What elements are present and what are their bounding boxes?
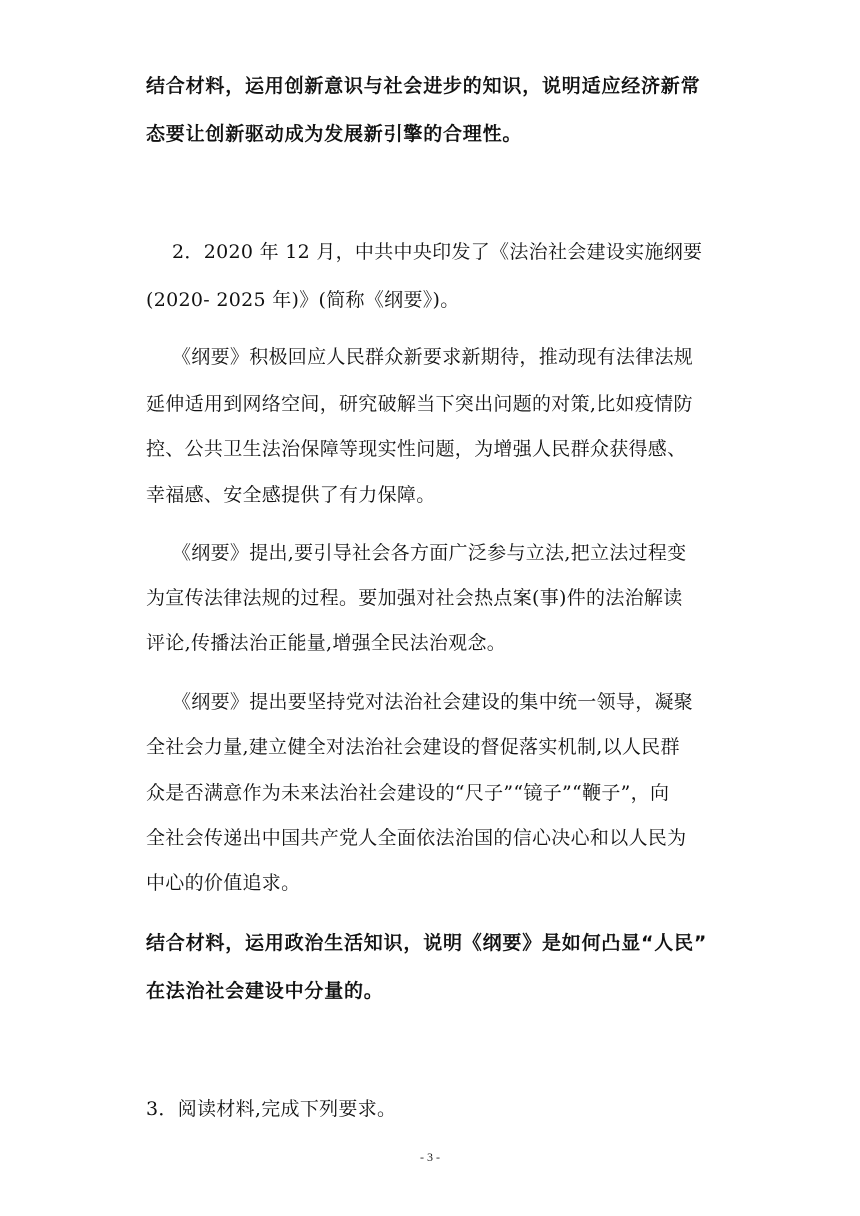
material-para2-line1: 《纲要》提出,要引导社会各方面广泛参与立法,把立法过程变 — [172, 542, 687, 564]
question1-prompt-line1: 结合材料，运用创新意识与社会进步的知识，说明适应经济新常 — [146, 75, 701, 97]
material-para1-line2: 延伸适用到网络空间，研究破解当下突出问题的对策,比如疫情防 — [146, 393, 693, 415]
material-para3-line4: 全社会传递出中国共产党人全面依法治国的信心决心和以人民为 — [146, 827, 687, 849]
question3-intro: 3．阅读材料,完成下列要求。 — [146, 1098, 397, 1120]
material-para3-line5: 中心的价值追求。 — [146, 872, 301, 894]
material-para2-line2: 为宣传法律法规的过程。要加强对社会热点案(事)件的法治解读 — [146, 587, 683, 609]
material-para3-line3: 众是否满意作为未来法治社会建设的“尺子”“镜子”“鞭子”，向 — [146, 782, 670, 804]
page-number: - 3 - — [420, 1150, 440, 1164]
material-para1-line1: 《纲要》积极回应人民群众新要求新期待，推动现有法律法规 — [172, 346, 694, 368]
material-para3-line1: 《纲要》提出要坚持党对法治社会建设的集中统一领导，凝聚 — [172, 691, 694, 713]
question2-intro-line2: (2020- 2025 年)》(简称《纲要》)。 — [146, 289, 460, 311]
question2-intro-line1: 2．2020 年 12 月，中共中央印发了《法治社会建设实施纲要 — [172, 241, 703, 263]
question2-prompt-line1: 结合材料，运用政治生活知识，说明《纲要》是如何凸显“人民” — [146, 932, 708, 954]
material-para1-line3: 控、公共卫生法治保障等现实性问题，为增强人民群众获得感、 — [146, 438, 687, 460]
material-para1-line4: 幸福感、安全感提供了有力保障。 — [146, 484, 436, 506]
question1-prompt-line2: 态要让创新驱动成为发展新引擎的合理性。 — [146, 123, 523, 145]
question2-prompt-line2: 在法治社会建设中分量的。 — [146, 980, 384, 1002]
material-para3-line2: 全社会力量,建立健全对法治社会建设的督促落实机制,以人民群 — [146, 736, 680, 758]
material-para2-line3: 评论,传播法治正能量,增强全民法治观念。 — [146, 632, 507, 654]
